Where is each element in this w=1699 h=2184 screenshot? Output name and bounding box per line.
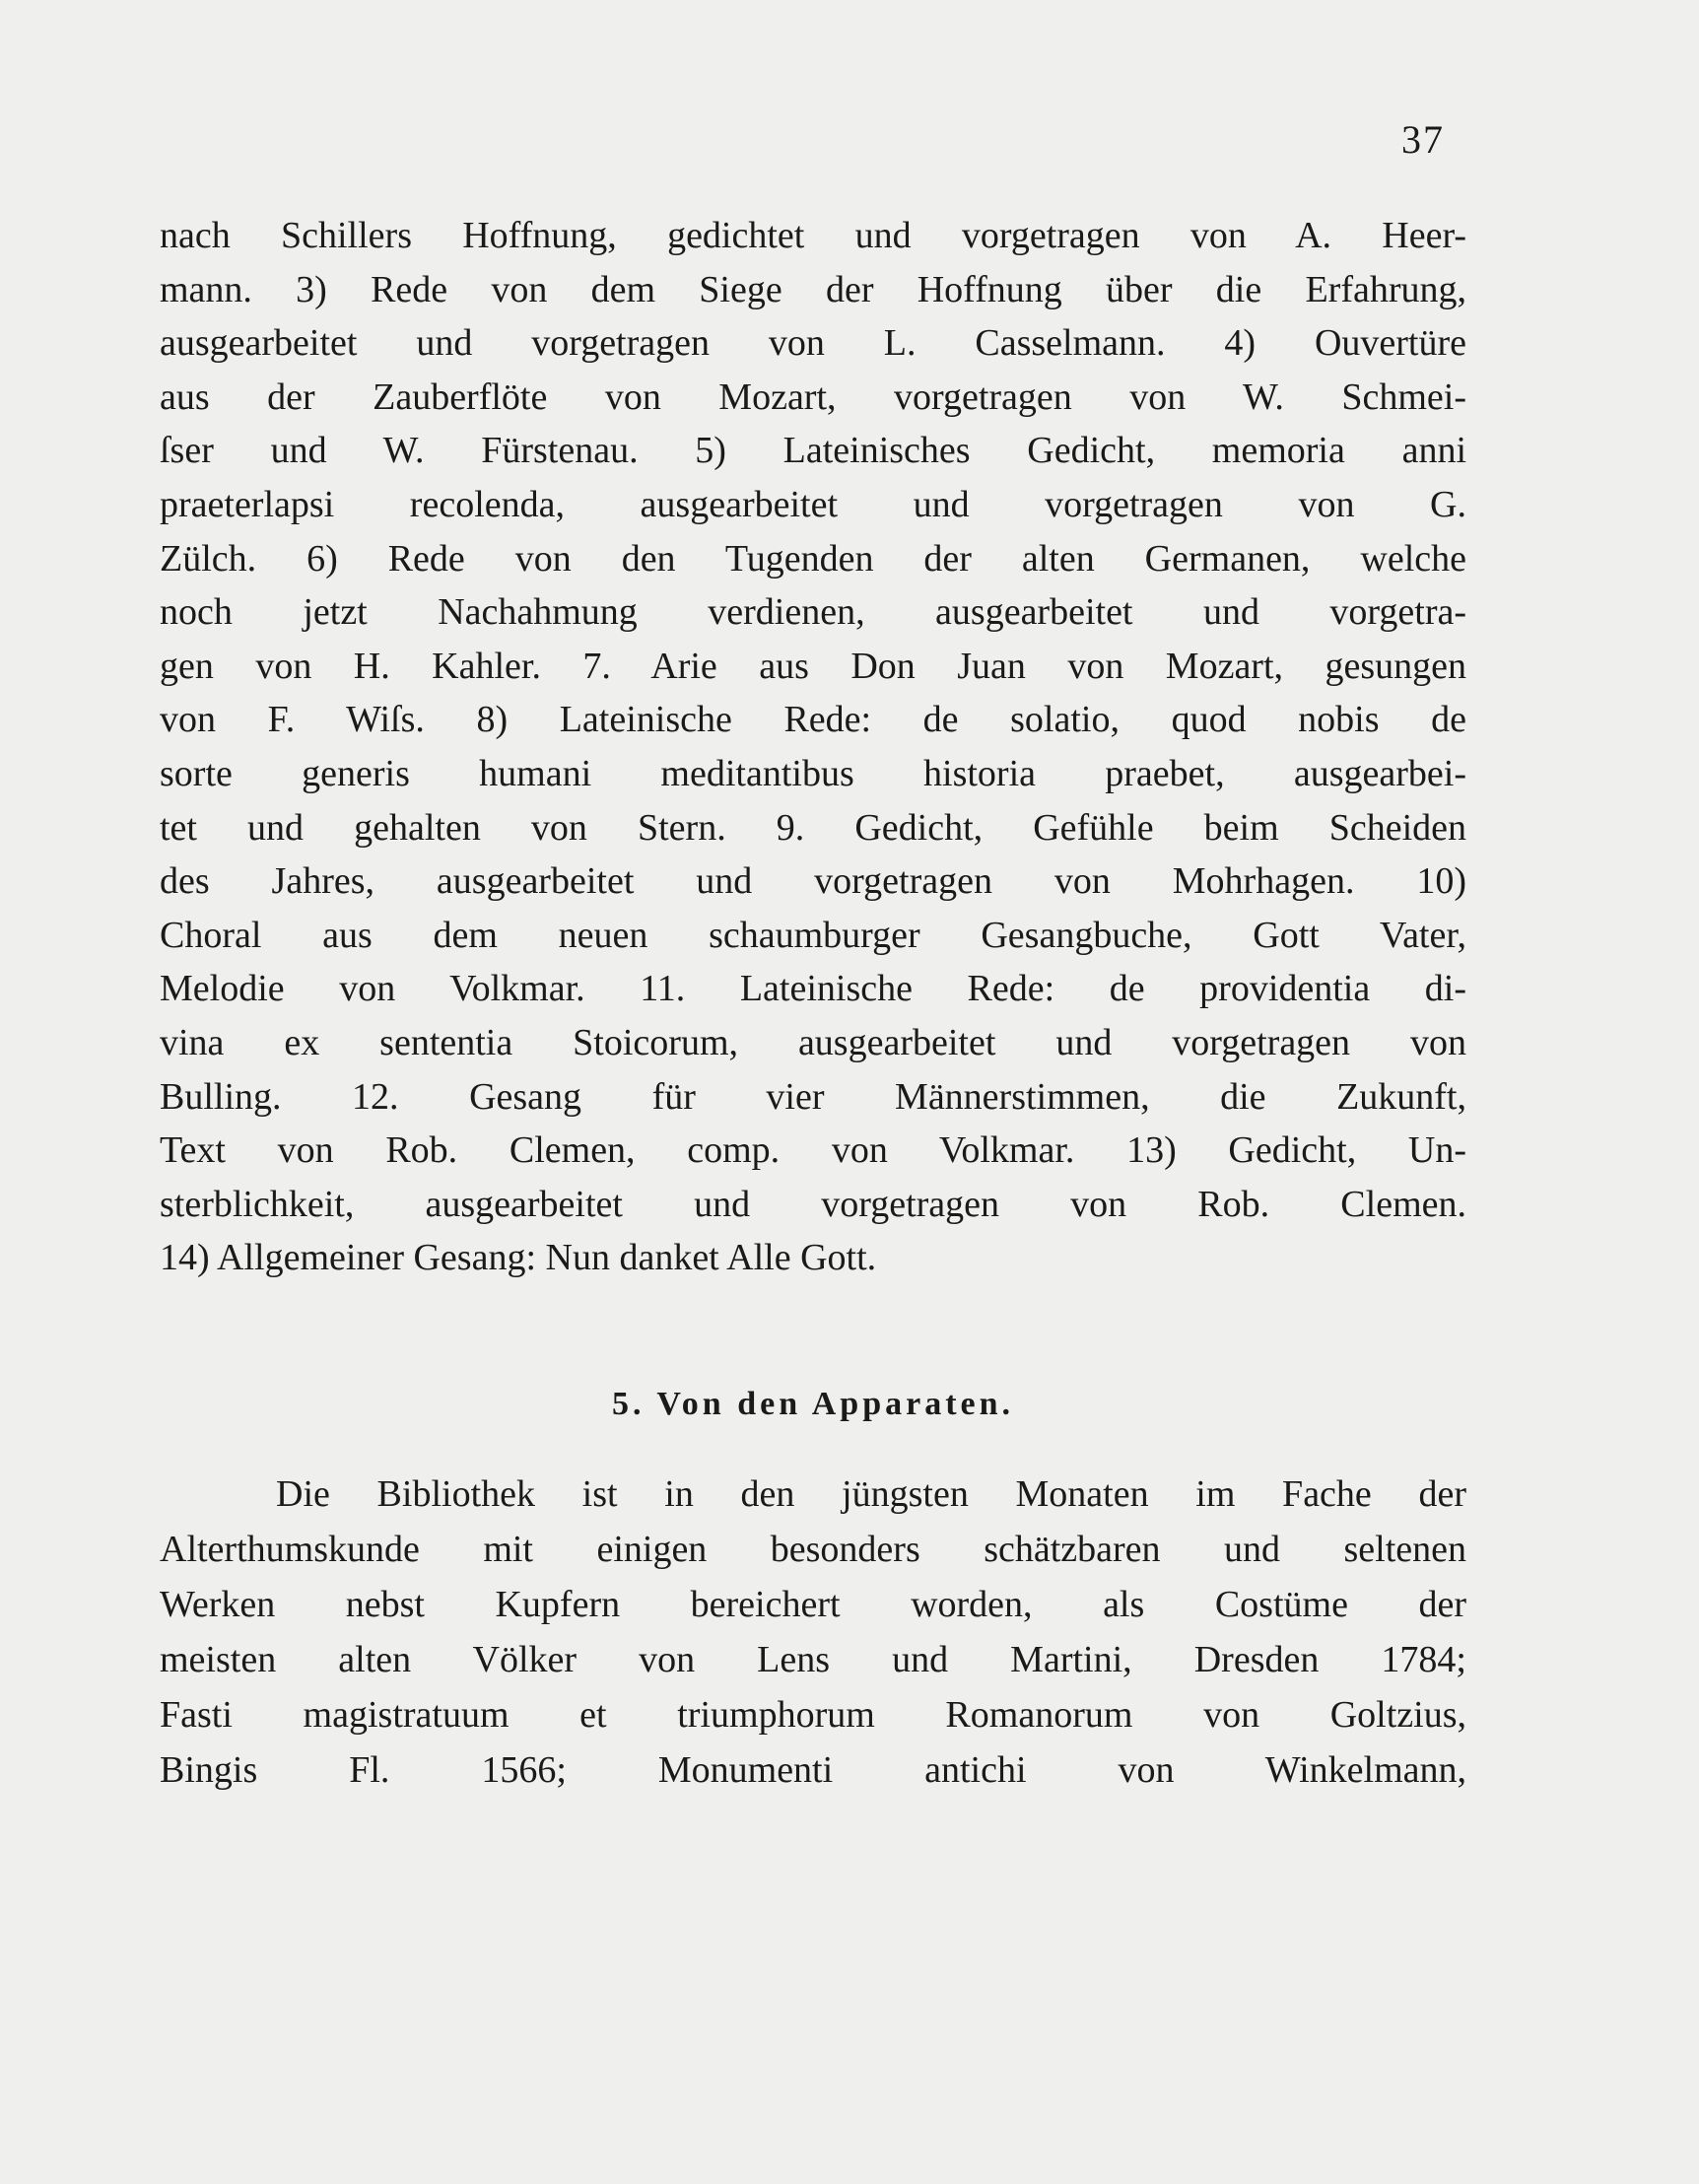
text-line: Werken nebst Kupfern bereichert worden, als Costüme der xyxy=(160,1584,1466,1625)
text-line: tet und gehalten von Stern. 9. Gedicht, Gefühle beim Scheiden xyxy=(160,806,1466,849)
text-line: Choral aus dem neuen schaumburger Gesangbuche, Gott Vater, xyxy=(160,914,1466,956)
text-line: von F. Wiſs. 8) Lateinische Rede: de solatio, quod nobis de xyxy=(160,699,1466,741)
text-line: des Jahres, ausgearbeitet und vorgetragen von Mohrhagen. 10) xyxy=(160,860,1466,903)
text-line: sterblichkeit, ausgearbeitet und vorgetragen von Rob. Clemen. xyxy=(160,1183,1466,1225)
text-line: mann. 3) Rede von dem Siege der Hoffnung über die Erfahrung, xyxy=(160,268,1466,310)
text-line: Fasti magistratuum et triumphorum Romanorum von Goltzius, xyxy=(160,1694,1466,1736)
text-line: Alterthumskunde mit einigen besonders schätzbaren und seltenen xyxy=(160,1529,1466,1570)
text-line: Die Bibliothek ist in den jüngsten Monaten im Fache der xyxy=(276,1473,1466,1515)
text-line: praeterlapsi recolenda, ausgearbeitet und vorgetragen von G. xyxy=(160,483,1466,525)
text-line: vina ex sententia Stoicorum, ausgearbeitet und vorgetragen von xyxy=(160,1021,1466,1063)
text-line: noch jetzt Nachahmung verdienen, ausgearbeitet und vorgetra- xyxy=(160,591,1466,634)
text-line: gen von H. Kahler. 7. Arie aus Don Juan von Mozart, gesungen xyxy=(160,645,1466,687)
text-line: Zülch. 6) Rede von den Tugenden der alten Germanen, welche xyxy=(160,537,1466,580)
text-line: Melodie von Volkmar. 11. Lateinische Rede: de providentia di- xyxy=(160,968,1466,1010)
text-line: sorte generis humani meditantibus historia praebet, ausgearbei- xyxy=(160,752,1466,794)
text-line: aus der Zauberflöte von Mozart, vorgetragen von W. Schmei- xyxy=(160,375,1466,418)
text-line: Bingis Fl. 1566; Monumenti antichi von Winkelmann, xyxy=(160,1749,1466,1791)
text-line: Text von Rob. Clemen, comp. von Volkmar. 13) Gedicht, Un- xyxy=(160,1129,1466,1172)
text-line: ausgearbeitet und vorgetragen von L. Casselmann. 4) Ouvertüre xyxy=(160,322,1466,365)
program-paragraph xyxy=(160,209,1466,1285)
section-heading: 5. Von den Apparaten. xyxy=(611,1386,1015,1422)
library-paragraph xyxy=(160,1467,1466,1798)
text-line: ſser und W. Fürstenau. 5) Lateinisches Gedicht, memoria anni xyxy=(160,430,1466,472)
page-number: 37 xyxy=(1401,117,1445,162)
text-line: meisten alten Völker von Lens und Martini, Dresden 1784; xyxy=(160,1639,1466,1680)
text-line: 14) Allgemeiner Gesang: Nun danket Alle Gott. xyxy=(160,1237,877,1279)
text-line: Bulling. 12. Gesang für vier Männerstimmen, die Zukunft, xyxy=(160,1075,1466,1118)
text-line: nach Schillers Hoffnung, gedichtet und vorgetragen von A. Heer- xyxy=(160,215,1466,256)
